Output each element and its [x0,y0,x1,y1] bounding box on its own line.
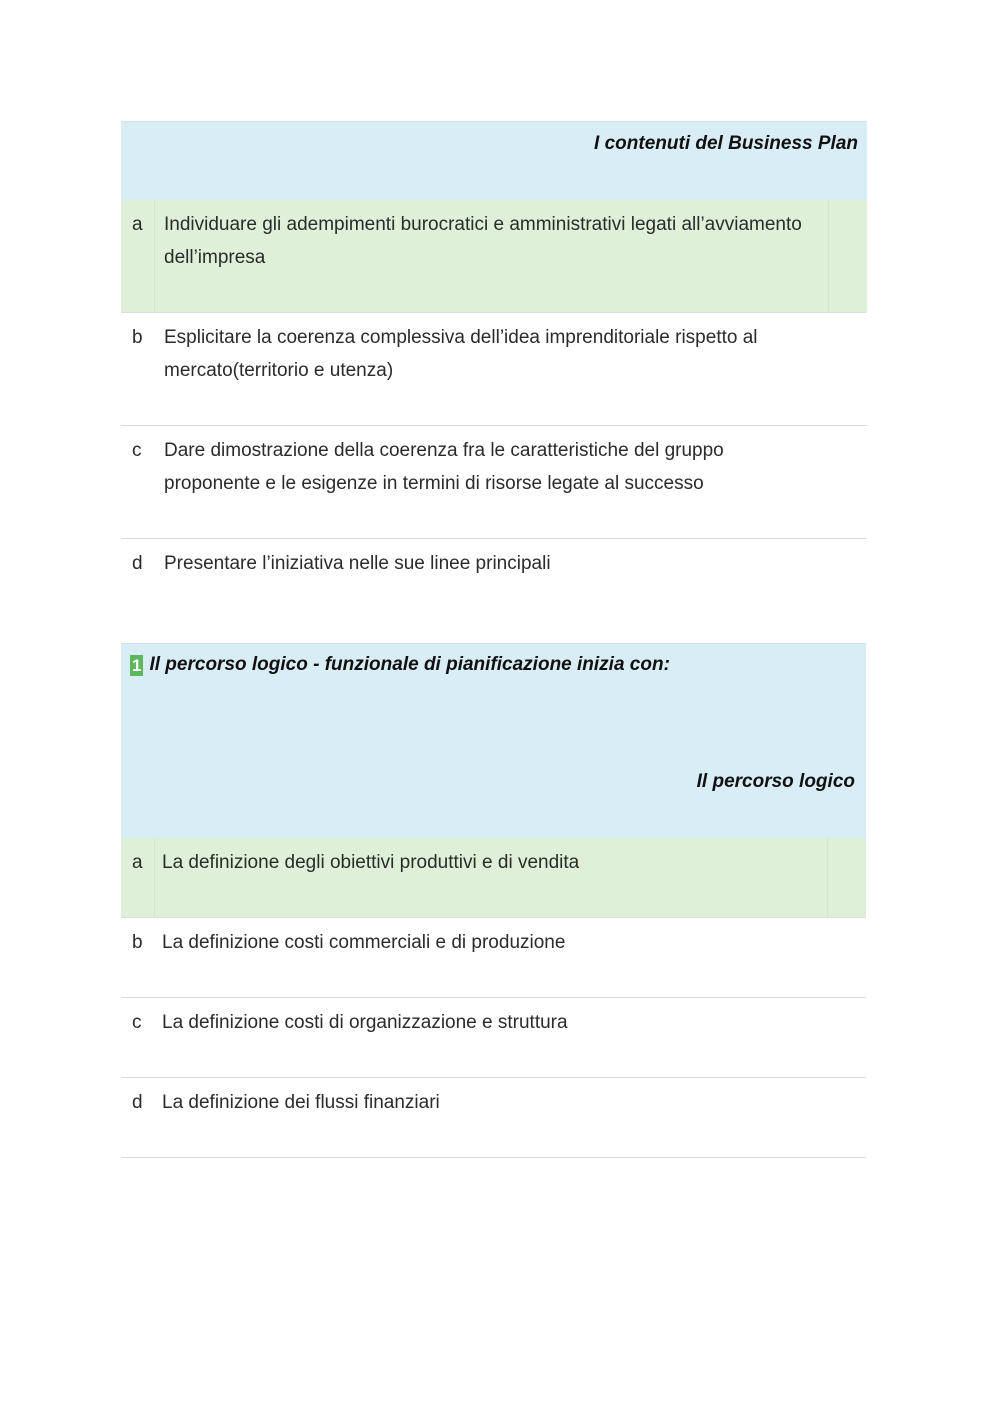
question-header [121,121,867,200]
answer-option-b[interactable] [121,313,867,426]
answer-letter: a [132,852,143,873]
question-number-badge: 1 [132,655,142,675]
answer-letter: c [132,1012,142,1033]
question-header [121,643,866,838]
answer-letter: a [132,214,143,235]
question-block-1 [121,121,867,617]
answer-option-c[interactable] [121,998,866,1078]
answer-option-a[interactable] [121,838,866,918]
answer-text: Presentare l’iniziativa nelle sue linee principali [164,553,551,574]
answer-text: Esplicitare la coerenza complessiva dell’idea imprenditoriale rispetto al mercato(territorio e utenza) [164,327,758,381]
answer-text: La definizione dei flussi finanziari [162,1092,440,1113]
answer-option-a[interactable] [121,200,867,313]
answer-option-b[interactable] [121,918,866,998]
question-title: I contenuti del Business Plan [594,133,858,154]
answer-text: La definizione degli obiettivi produttivi e di vendita [162,852,580,873]
question-text: Il percorso logico - funzionale di pianificazione inizia con: [149,654,670,675]
answer-option-d[interactable] [121,539,867,617]
answer-text: La definizione costi commerciali e di produzione [162,932,566,953]
answer-text: Dare dimostrazione della coerenza fra le caratteristiche del gruppo proponente e le esigenze in termini di risorse legate al successo [164,440,724,494]
answer-letter: d [132,1092,143,1113]
answer-text: La definizione costi di organizzazione e struttura [162,1012,568,1033]
answer-option-d[interactable] [121,1078,866,1158]
answer-option-c[interactable] [121,426,867,539]
question-block-2 [121,643,866,1158]
question-prompt [130,654,670,676]
answer-letter: c [132,440,142,461]
question-title: Il percorso logico [696,771,855,792]
answer-letter: d [132,553,143,574]
answer-letter: b [132,932,143,953]
answer-letter: b [132,327,143,348]
answer-text: Individuare gli adempimenti burocratici e amministrativi legati all’avviamento dell’impresa [164,214,802,268]
